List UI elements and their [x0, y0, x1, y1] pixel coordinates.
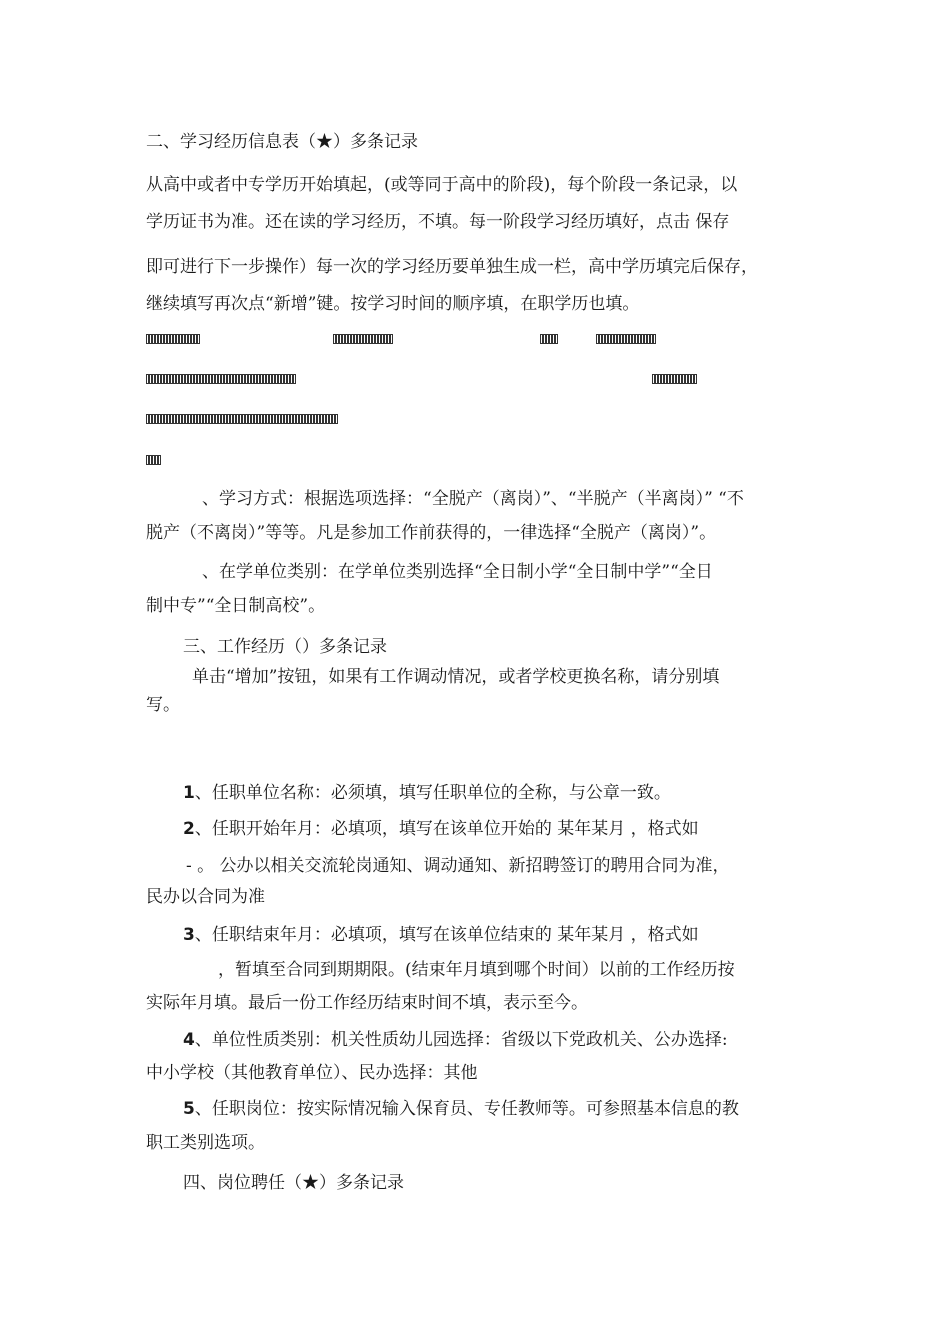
unit-type-line: 制中专”“全日制高校”。 — [146, 596, 326, 616]
work-item-5-line: 职工类别选项。 — [146, 1133, 265, 1153]
section2-heading: 二、学习经历信息表（★）多条记录 — [146, 132, 418, 152]
unit-type-line: 、在学单位类别：在学单位类别选择“全日制小学“全日制中学”“全日 — [202, 562, 713, 582]
item-text: 、单位性质类别：机关性质幼儿园选择：省级以下党政机关、公办选择: — [194, 1030, 728, 1050]
garbled-text-row — [146, 455, 161, 465]
item-number: 4 — [183, 1030, 195, 1050]
work-item-2 — [183, 818, 809, 840]
item-number: 3 — [183, 925, 195, 945]
work-item-5 — [183, 1098, 739, 1120]
item-text: 、任职岗位：按实际情况输入保育员、专任教师等。可参照基本信息的教 — [194, 1099, 739, 1119]
garbled-text-row — [652, 374, 697, 384]
section3-intro-line: 单击“增加”按钮，如果有工作调动情况，或者学校更换名称，请分别填 — [192, 667, 720, 687]
item-text: 、任职单位名称：必须填，填写任职单位的全称，与公章一致。 — [194, 783, 671, 803]
item-number: 5 — [183, 1099, 195, 1119]
work-item-3 — [183, 924, 699, 946]
section3-heading: 三、工作经历（）多条记录 — [183, 637, 387, 657]
work-item-3-line: 实际年月填。最后一份工作经历结束时间不填，表示至今。 — [146, 993, 588, 1013]
item-number: 2 — [183, 819, 195, 839]
study-mode-line: 、学习方式：根据选项选择：“全脱产（离岗）”、“半脱产（半离岗）” “不 — [202, 489, 744, 509]
work-item-1 — [183, 782, 671, 804]
work-item-2-line: - 。 公办以相关交流轮岗通知、调动通知、新招聘签订的聘用合同为准， — [186, 856, 730, 876]
section2-para-line: 即可进行下一步操作）每一次的学习经历要单独生成一栏，高中学历填完后保存， — [146, 257, 758, 277]
garbled-text-row — [540, 334, 558, 344]
item-text: 、任职开始年月：必填项，填写在该单位开始的 某年某月 ，格式如 — [194, 819, 699, 839]
item-text: 、任职结束年月：必填项，填写在该单位结束的 某年某月 ，格式如 — [194, 925, 699, 945]
garbled-text-row — [333, 334, 393, 344]
section3-intro-line: 写。 — [146, 695, 180, 715]
garbled-text-row — [146, 374, 296, 384]
item-number: 1 — [183, 783, 195, 803]
section4-heading: 四、岗位聘任（★）多条记录 — [183, 1173, 404, 1193]
work-item-4 — [183, 1029, 809, 1051]
garbled-text-row — [146, 414, 338, 424]
work-item-4-line: 中小学校（其他教育单位）、民办选择：其他 — [146, 1063, 478, 1083]
garbled-text-row — [596, 334, 656, 344]
garbled-text-row — [146, 334, 200, 344]
section2-para-line: 继续填写再次点“新增”键。按学习时间的顺序填，在职学历也填。 — [146, 294, 640, 314]
work-item-3-line: ，暂填至合同到期期限。(结束年月填到哪个时间）以前的工作经历按 — [218, 960, 735, 980]
work-item-2-line: 民办以合同为准 — [146, 887, 265, 907]
section2-para-line: 学历证书为准。还在读的学习经历，不填。每一阶段学习经历填好，点击 保存 — [146, 212, 730, 232]
study-mode-line: 脱产（不离岗）”等等。凡是参加工作前获得的，一律选择“全脱产（离岗）”。 — [146, 523, 717, 543]
section2-para-line: 从高中或者中专学历开始填起，(或等同于高中的阶段)，每个阶段一条记录，以 — [146, 175, 738, 195]
